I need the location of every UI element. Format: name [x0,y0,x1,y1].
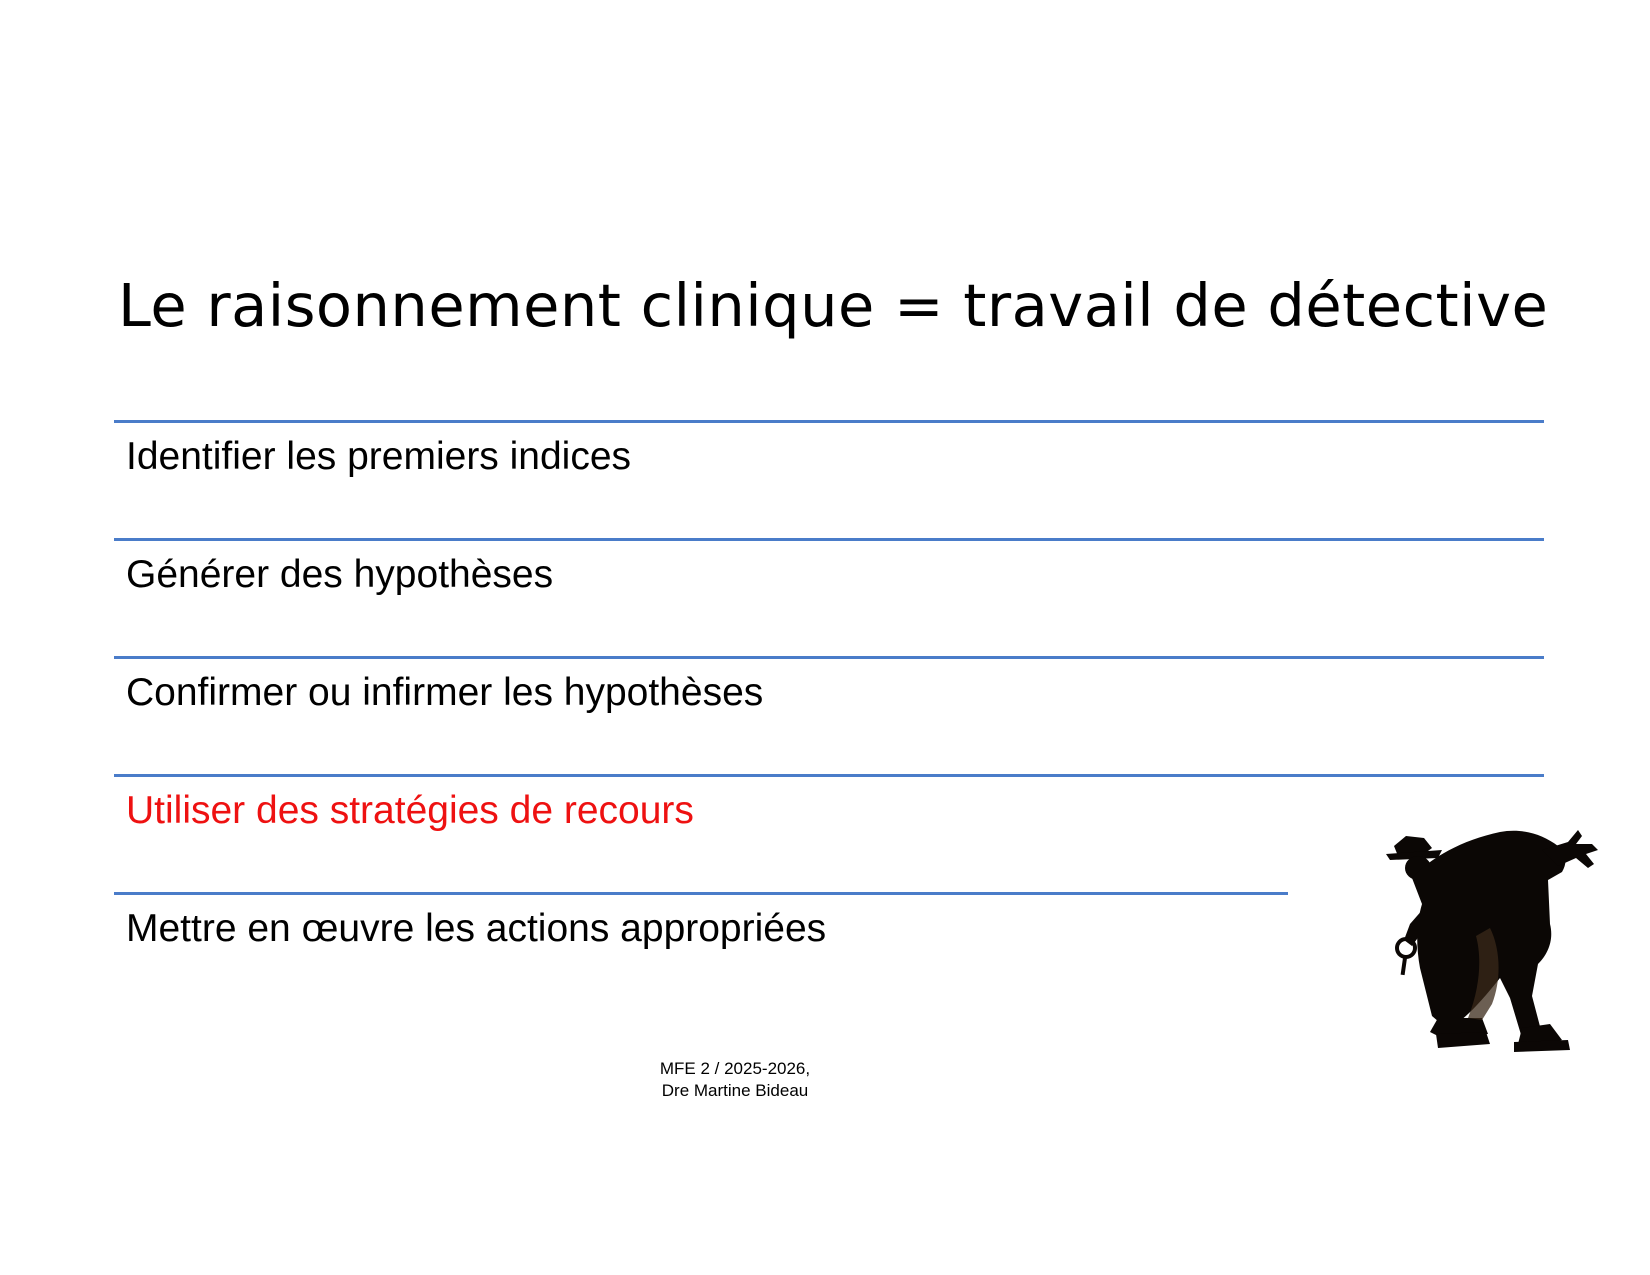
list-item-actions: Mettre en œuvre les actions appropriées [126,907,827,950]
footer-author: Dre Martine Bideau [661,1081,809,1100]
list-item-generate: Générer des hypothèses [126,553,554,596]
slide-title: Le raisonnement clinique = travail de détective [118,271,1549,340]
footer-credit [600,1058,870,1102]
divider-4 [114,774,1544,777]
divider-1 [114,420,1544,423]
detective-silhouette-icon [1372,828,1602,1064]
list-item-strategies: Utiliser des stratégies de recours [126,789,694,832]
divider-3 [114,656,1544,659]
divider-5 [114,892,1288,895]
footer-course: MFE 2 / 2025-2026, [659,1059,811,1078]
divider-2 [114,538,1544,541]
list-item-confirm: Confirmer ou infirmer les hypothèses [126,671,764,714]
list-item-identify: Identifier les premiers indices [126,435,632,478]
